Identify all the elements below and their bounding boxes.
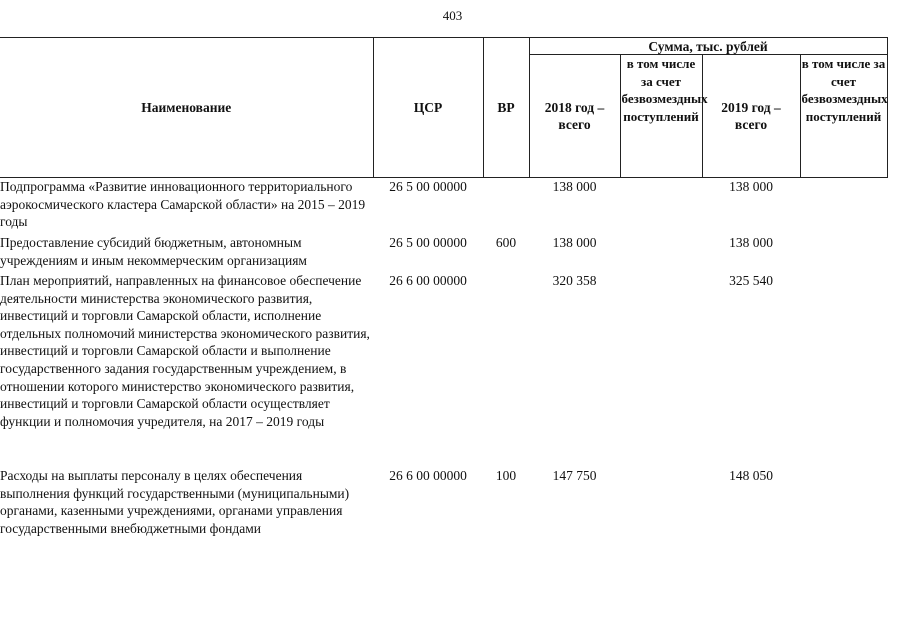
table-row [0,272,887,467]
row-2018-grants [620,467,702,557]
header-name: Наименование [0,38,373,178]
row-csr: 26 5 00 00000 [389,179,467,194]
row-2019-total: 138 000 [729,179,773,194]
row-2019-grants [800,234,887,272]
header-2019-grants: в том числе за счет безвозмездных поступлений [800,55,887,178]
header-vr: ВР [483,38,529,178]
table-row [0,234,887,272]
row-vr: 100 [495,468,517,483]
row-2018-total: 320 358 [552,273,597,288]
row-name: Расходы на выплаты персоналу в целях обеспечения выполнения функций государственными (муниципальными) органами, казенными учреждениями, органами управления государственными внебюджетными фондами [0,468,350,536]
row-2018-total: 147 750 [552,468,597,483]
header-csr: ЦСР [373,38,483,178]
table-header [0,38,887,178]
row-vr [483,178,529,235]
row-2019-total: 325 540 [729,273,773,288]
row-2019-total: 148 050 [729,468,773,483]
row-vr [483,272,529,467]
row-2019-grants [800,467,887,557]
row-2018-grants [620,234,702,272]
header-2018-grants: в том числе за счет безвозмездных поступлений [620,55,702,178]
row-2019-total: 138 000 [729,235,773,250]
row-name: Предоставление субсидий бюджетным, автономным учреждениям и иным некоммерческим организациям [0,235,307,268]
row-vr: 600 [495,235,517,250]
row-name: Подпрограмма «Развитие инновационного территориального аэрокосмического кластера Самарской области» на 2015 – 2019 годы [0,179,366,230]
row-2018-grants [620,272,702,467]
header-2018-total: 2018 год – всего [529,55,620,178]
table-row [0,178,887,235]
row-2019-grants [800,272,887,467]
row-name: План мероприятий, направленных на финансовое обеспечение деятельности министерства экономического развития, инвестиций и торговли Самарской области, исполнение отдельных полномочий министерства экономического развития, инвестиций и торговли Самарской области и выполнение государственного задания государственным учреждением, в отношении которого министерство экономического развития, инвестиций и торговли Самарской области осуществляет функции и полномочия учредителя, на 2017 – 2019 годы [0,273,370,429]
row-2018-total: 138 000 [552,179,597,194]
row-2018-total: 138 000 [552,235,597,250]
row-2018-grants [620,178,702,235]
header-2019-total: 2019 год – всего [702,55,800,178]
header-sum-group: Сумма, тыс. рублей [529,38,887,55]
row-csr: 26 6 00 00000 [389,468,467,483]
row-csr: 26 6 00 00000 [389,273,467,288]
table-row [0,467,887,557]
row-csr: 26 5 00 00000 [389,235,467,250]
budget-table [0,37,888,557]
row-2019-grants [800,178,887,235]
page-number: 403 [442,8,463,23]
